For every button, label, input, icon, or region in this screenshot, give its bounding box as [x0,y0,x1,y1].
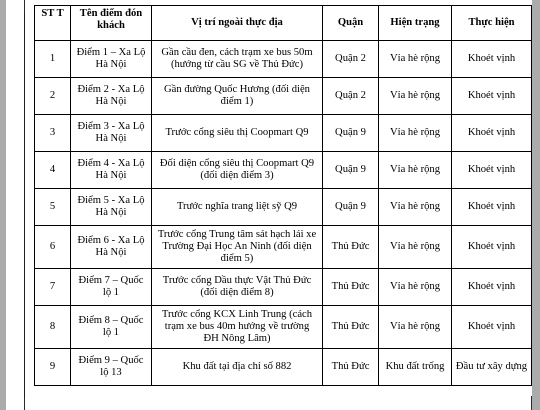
header-district: Quận [323,6,379,41]
header-name: Tên điểm đón khách [71,6,152,41]
cell-district: Quận 9 [323,189,379,226]
cell-stt: 1 [35,41,71,78]
cell-status: Vỉa hè rộng [379,306,452,349]
cell-location: Trước cổng Trung tâm sát hạch lái xe Trường Đại Học An Ninh (đối diện điểm 5) [152,226,323,269]
cell-district: Thủ Đức [323,226,379,269]
cell-location: Trước cổng KCX Linh Trung (cách trạm xe bus 40m hướng về trường ĐH Nông Lâm) [152,306,323,349]
cell-action: Đầu tư xây dựng [452,349,532,386]
table-row [35,41,532,78]
cell-name: Điểm 2 - Xa Lộ Hà Nội [71,78,152,115]
header-location: Vị trí ngoài thực địa [152,6,323,41]
cell-status: Khu đất trống [379,349,452,386]
cell-action: Khoét vịnh [452,115,532,152]
cell-location: Trước cổng siêu thị Coopmart Q9 [152,115,323,152]
header-action: Thực hiện [452,6,532,41]
cell-stt: 6 [35,226,71,269]
cell-location: Đối diện cổng siêu thị Coopmart Q9 (đối diện điểm 3) [152,152,323,189]
cell-name: Điểm 9 – Quốc lộ 13 [71,349,152,386]
table-row [35,306,532,349]
table-row [35,226,532,269]
cell-status: Vỉa hè rộng [379,189,452,226]
cell-district: Thủ Đức [323,349,379,386]
cell-name: Điểm 1 – Xa Lộ Hà Nội [71,41,152,78]
cell-name: Điểm 7 – Quốc lộ 1 [71,269,152,306]
margin-marker [24,398,25,410]
table-row [35,78,532,115]
table-row [35,152,532,189]
cell-status: Vỉa hè rộng [379,41,452,78]
cell-action: Khoét vịnh [452,226,532,269]
cell-location: Gần đường Quốc Hương (đối diện điểm 1) [152,78,323,115]
cell-name: Điểm 6 - Xa Lộ Hà Nội [71,226,152,269]
cell-name: Điểm 5 - Xa Lộ Hà Nội [71,189,152,226]
cell-stt: 4 [35,152,71,189]
cell-action: Khoét vịnh [452,189,532,226]
cell-district: Quận 9 [323,115,379,152]
cell-status: Vỉa hè rộng [379,269,452,306]
cell-status: Vỉa hè rộng [379,226,452,269]
cell-stt: 2 [35,78,71,115]
cell-district: Thủ Đức [323,306,379,349]
cell-status: Vỉa hè rộng [379,78,452,115]
cell-action: Khoét vịnh [452,269,532,306]
margin-marker [531,396,532,410]
cell-action: Khoét vịnh [452,152,532,189]
cell-location: Gần cầu đen, cách trạm xe bus 50m (hướng từ cầu SG về Thủ Đức) [152,41,323,78]
cell-action: Khoét vịnh [452,306,532,349]
table-row [35,189,532,226]
cell-status: Vỉa hè rộng [379,115,452,152]
cell-district: Quận 2 [323,41,379,78]
table-row [35,115,532,152]
cell-stt: 7 [35,269,71,306]
cell-stt: 5 [35,189,71,226]
cell-district: Quận 9 [323,152,379,189]
header-status: Hiện trạng [379,6,452,41]
cell-stt: 9 [35,349,71,386]
cell-district: Quận 2 [323,78,379,115]
table-header-row [35,6,532,41]
margin-marker [24,0,25,14]
table-row [35,349,532,386]
cell-name: Điểm 8 – Quốc lộ 1 [71,306,152,349]
cell-status: Vỉa hè rộng [379,152,452,189]
cell-stt: 3 [35,115,71,152]
cell-name: Điểm 3 - Xa Lộ Hà Nội [71,115,152,152]
cell-location: Trước cổng Dầu thực Vật Thủ Đức (đối diện điểm 8) [152,269,323,306]
cell-location: Khu đất tại địa chỉ số 882 [152,349,323,386]
cell-name: Điểm 4 - Xa Lộ Hà Nội [71,152,152,189]
cell-location: Trước nghĩa trang liệt sỹ Q9 [152,189,323,226]
header-stt: ST T [35,6,71,41]
cell-district: Thủ Đức [323,269,379,306]
table-row [35,269,532,306]
pickup-points-table [34,5,532,386]
cell-action: Khoét vịnh [452,78,532,115]
cell-stt: 8 [35,306,71,349]
cell-action: Khoét vịnh [452,41,532,78]
